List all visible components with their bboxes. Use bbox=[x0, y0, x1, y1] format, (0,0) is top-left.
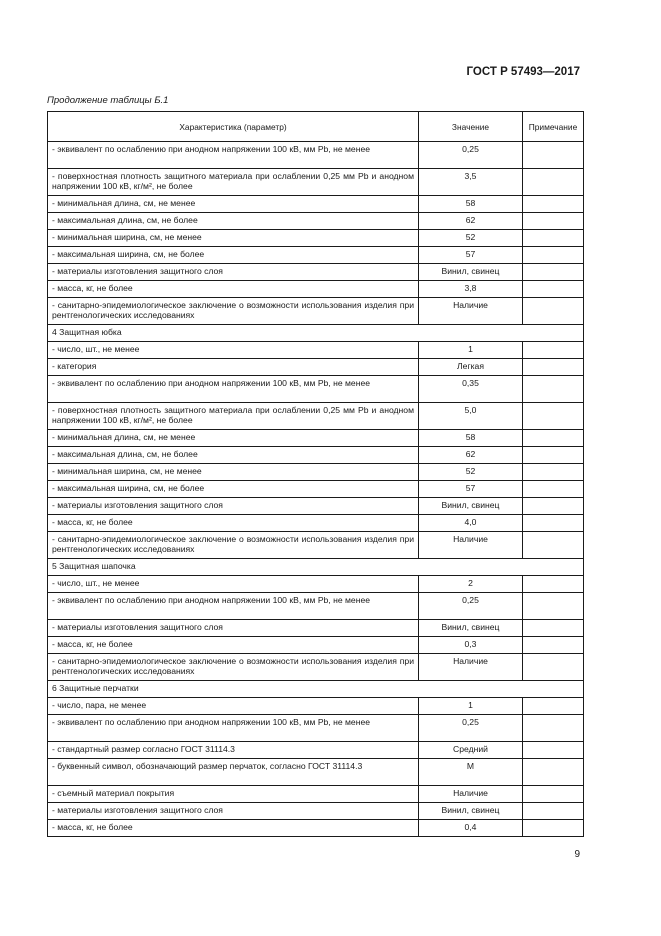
table-row bbox=[48, 820, 584, 837]
table-row bbox=[48, 230, 584, 247]
note-cell bbox=[523, 142, 584, 169]
value-cell: Легкая bbox=[419, 359, 523, 376]
note-cell bbox=[523, 264, 584, 281]
value-cell: 2 bbox=[419, 576, 523, 593]
param-cell: - масса, кг, не более bbox=[48, 820, 419, 837]
note-cell bbox=[523, 803, 584, 820]
page-number: 9 bbox=[574, 849, 580, 860]
value-cell: 52 bbox=[419, 464, 523, 481]
note-cell bbox=[523, 447, 584, 464]
note-cell bbox=[523, 247, 584, 264]
note-cell bbox=[523, 637, 584, 654]
note-cell bbox=[523, 498, 584, 515]
value-cell: 0,35 bbox=[419, 376, 523, 403]
table-row bbox=[48, 742, 584, 759]
value-cell: 1 bbox=[419, 698, 523, 715]
section-row bbox=[48, 325, 584, 342]
note-cell bbox=[523, 359, 584, 376]
param-cell: - материалы изготовления защитного слоя bbox=[48, 498, 419, 515]
note-cell bbox=[523, 281, 584, 298]
value-cell: 62 bbox=[419, 447, 523, 464]
table-row bbox=[48, 532, 584, 559]
table-row bbox=[48, 213, 584, 230]
param-cell: - буквенный символ, обозначающий размер перчаток, согласно ГОСТ 31114.3 bbox=[48, 759, 419, 786]
param-cell: - максимальная длина, см, не более bbox=[48, 447, 419, 464]
param-cell: - санитарно-эпидемиологическое заключение о возможности использования изделия при рентгенологических исследованиях bbox=[48, 654, 419, 681]
table-row bbox=[48, 481, 584, 498]
param-cell: - масса, кг, не более bbox=[48, 281, 419, 298]
value-cell: 58 bbox=[419, 196, 523, 213]
value-cell: 57 bbox=[419, 247, 523, 264]
value-cell: 1 bbox=[419, 342, 523, 359]
value-cell: 58 bbox=[419, 430, 523, 447]
table-row bbox=[48, 593, 584, 620]
table-row bbox=[48, 637, 584, 654]
value-cell: 0,25 bbox=[419, 142, 523, 169]
note-cell bbox=[523, 481, 584, 498]
table-row bbox=[48, 403, 584, 430]
value-cell: 62 bbox=[419, 213, 523, 230]
value-cell: Винил, свинец bbox=[419, 620, 523, 637]
param-cell: - категория bbox=[48, 359, 419, 376]
note-cell bbox=[523, 515, 584, 532]
value-cell: 57 bbox=[419, 481, 523, 498]
note-cell bbox=[523, 376, 584, 403]
param-cell: - эквивалент по ослаблению при анодном напряжении 100 кВ, мм Pb, не менее bbox=[48, 715, 419, 742]
value-cell: 4,0 bbox=[419, 515, 523, 532]
value-cell: Наличие bbox=[419, 654, 523, 681]
param-cell: - санитарно-эпидемиологическое заключение о возможности использования изделия при рентгенологических исследованиях bbox=[48, 532, 419, 559]
value-cell: Наличие bbox=[419, 786, 523, 803]
param-cell: - материалы изготовления защитного слоя bbox=[48, 264, 419, 281]
note-cell bbox=[523, 196, 584, 213]
param-cell: - стандартный размер согласно ГОСТ 31114.3 bbox=[48, 742, 419, 759]
table-row bbox=[48, 786, 584, 803]
param-cell: - материалы изготовления защитного слоя bbox=[48, 803, 419, 820]
param-cell: - масса, кг, не более bbox=[48, 637, 419, 654]
value-cell: 0,25 bbox=[419, 593, 523, 620]
table-row bbox=[48, 142, 584, 169]
value-cell: 0,25 bbox=[419, 715, 523, 742]
note-cell bbox=[523, 715, 584, 742]
note-cell bbox=[523, 169, 584, 196]
section-title: 6 Защитные перчатки bbox=[48, 681, 584, 698]
section-row bbox=[48, 559, 584, 576]
param-cell: - эквивалент по ослаблению при анодном напряжении 100 кВ, мм Pb, не менее bbox=[48, 376, 419, 403]
table-row bbox=[48, 715, 584, 742]
value-cell: М bbox=[419, 759, 523, 786]
note-cell bbox=[523, 786, 584, 803]
note-cell bbox=[523, 213, 584, 230]
value-cell: 3,5 bbox=[419, 169, 523, 196]
param-cell: - материалы изготовления защитного слоя bbox=[48, 620, 419, 637]
param-cell: - минимальная ширина, см, не менее bbox=[48, 464, 419, 481]
section-row bbox=[48, 681, 584, 698]
value-cell: Винил, свинец bbox=[419, 264, 523, 281]
value-cell: 5,0 bbox=[419, 403, 523, 430]
table-row bbox=[48, 264, 584, 281]
param-cell: - максимальная ширина, см, не более bbox=[48, 481, 419, 498]
table-row bbox=[48, 430, 584, 447]
note-cell bbox=[523, 654, 584, 681]
table-row bbox=[48, 169, 584, 196]
param-cell: - число, шт., не менее bbox=[48, 342, 419, 359]
column-header-param: Характеристика (параметр) bbox=[48, 112, 419, 142]
table-row bbox=[48, 759, 584, 786]
note-cell bbox=[523, 342, 584, 359]
table-caption: Продолжение таблицы Б.1 bbox=[47, 95, 169, 106]
section-title: 5 Защитная шапочка bbox=[48, 559, 584, 576]
table-row bbox=[48, 620, 584, 637]
table-row bbox=[48, 464, 584, 481]
note-cell bbox=[523, 576, 584, 593]
param-cell: - максимальная длина, см, не более bbox=[48, 213, 419, 230]
table-row bbox=[48, 247, 584, 264]
column-header-value: Значение bbox=[419, 112, 523, 142]
param-cell: - максимальная ширина, см, не более bbox=[48, 247, 419, 264]
table-row bbox=[48, 376, 584, 403]
table-row bbox=[48, 515, 584, 532]
table-row bbox=[48, 359, 584, 376]
table-row bbox=[48, 654, 584, 681]
param-cell: - санитарно-эпидемиологическое заключение о возможности использования изделия при рентгенологических исследованиях bbox=[48, 298, 419, 325]
document-number: ГОСТ Р 57493—2017 bbox=[466, 66, 580, 78]
param-cell: - съемный материал покрытия bbox=[48, 786, 419, 803]
note-cell bbox=[523, 698, 584, 715]
value-cell: Наличие bbox=[419, 298, 523, 325]
value-cell: 0,3 bbox=[419, 637, 523, 654]
column-header-note: Примечание bbox=[523, 112, 584, 142]
value-cell: Средний bbox=[419, 742, 523, 759]
note-cell bbox=[523, 759, 584, 786]
param-cell: - минимальная длина, см, не менее bbox=[48, 430, 419, 447]
param-cell: - число, шт., не менее bbox=[48, 576, 419, 593]
note-cell bbox=[523, 532, 584, 559]
note-cell bbox=[523, 430, 584, 447]
value-cell: 52 bbox=[419, 230, 523, 247]
table-row bbox=[48, 298, 584, 325]
param-cell: - число, пара, не менее bbox=[48, 698, 419, 715]
param-cell: - минимальная ширина, см, не менее bbox=[48, 230, 419, 247]
table-row bbox=[48, 281, 584, 298]
value-cell: Винил, свинец bbox=[419, 498, 523, 515]
table-row bbox=[48, 498, 584, 515]
param-cell: - масса, кг, не более bbox=[48, 515, 419, 532]
note-cell bbox=[523, 403, 584, 430]
value-cell: Наличие bbox=[419, 532, 523, 559]
note-cell bbox=[523, 464, 584, 481]
spec-table bbox=[47, 111, 584, 837]
table-header-row bbox=[48, 112, 584, 142]
table-body bbox=[48, 142, 584, 837]
param-cell: - поверхностная плотность защитного материала при ослаблении 0,25 мм Pb и анодном напряжении 100 кВ, кг/м², не более bbox=[48, 403, 419, 430]
note-cell bbox=[523, 298, 584, 325]
note-cell bbox=[523, 230, 584, 247]
table-row bbox=[48, 803, 584, 820]
param-cell: - эквивалент по ослаблению при анодном напряжении 100 кВ, мм Pb, не менее bbox=[48, 142, 419, 169]
param-cell: - эквивалент по ослаблению при анодном напряжении 100 кВ, мм Pb, не менее bbox=[48, 593, 419, 620]
table-row bbox=[48, 342, 584, 359]
note-cell bbox=[523, 742, 584, 759]
value-cell: 3,8 bbox=[419, 281, 523, 298]
section-title: 4 Защитная юбка bbox=[48, 325, 584, 342]
note-cell bbox=[523, 620, 584, 637]
table-row bbox=[48, 447, 584, 464]
table-row bbox=[48, 698, 584, 715]
param-cell: - поверхностная плотность защитного материала при ослаблении 0,25 мм Pb и анодном напряжении 100 кВ, кг/м², не более bbox=[48, 169, 419, 196]
table-row bbox=[48, 576, 584, 593]
param-cell: - минимальная длина, см, не менее bbox=[48, 196, 419, 213]
value-cell: Винил, свинец bbox=[419, 803, 523, 820]
table-row bbox=[48, 196, 584, 213]
note-cell bbox=[523, 593, 584, 620]
note-cell bbox=[523, 820, 584, 837]
value-cell: 0,4 bbox=[419, 820, 523, 837]
